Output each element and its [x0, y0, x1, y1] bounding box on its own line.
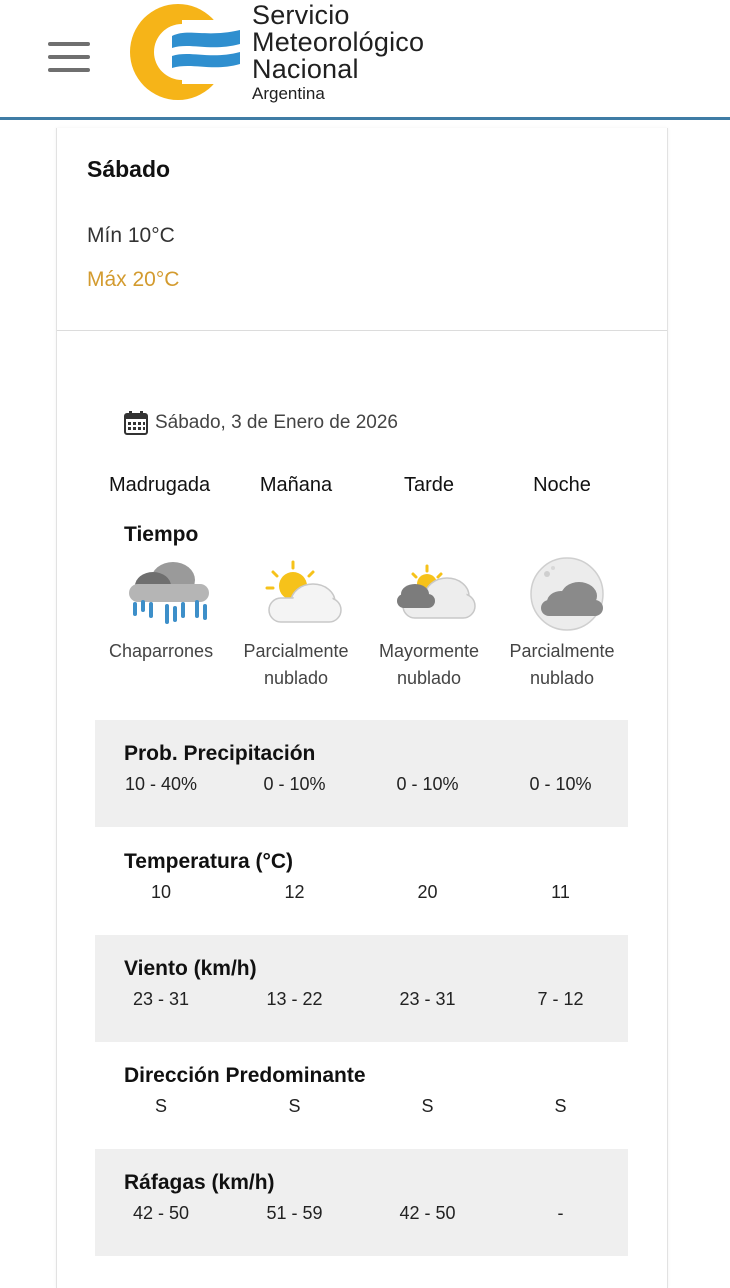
date-label: Sábado, 3 de Enero de 2026 [155, 412, 398, 433]
period-tarde: Tarde [403, 474, 455, 496]
row-value: S [154, 1096, 167, 1116]
site-header [0, 0, 730, 118]
temperature-row [95, 828, 628, 935]
condition-line1: Chaparrones [109, 641, 214, 661]
row-value: 11 [551, 882, 570, 902]
mostly-cloudy-day-icon [389, 556, 479, 636]
row-value: 0 - 10% [263, 774, 326, 794]
card-divider [57, 330, 667, 331]
row-value: 13 - 22 [266, 989, 323, 1009]
period-manana: Mañana [259, 474, 333, 496]
partly-cloudy-day-icon [255, 556, 345, 636]
condition-line1: Mayormente [378, 641, 480, 661]
max-temperature: Máx 20°C [87, 268, 180, 291]
row-label: Temperatura (°C) [124, 850, 294, 873]
logo-wordmark[interactable] [252, 2, 424, 104]
logo-line-2: Meteorológico [252, 27, 425, 57]
condition-noche [495, 638, 629, 692]
forecast-date [123, 410, 398, 436]
precipitation-row [95, 720, 628, 827]
row-value: 0 - 10% [396, 774, 459, 794]
condition-manana [229, 638, 363, 692]
row-value: S [554, 1096, 567, 1116]
day-title: Sábado [87, 156, 171, 182]
row-value: 20 [417, 882, 438, 902]
row-value: 12 [284, 882, 305, 902]
condition-line1: Parcialmente [243, 641, 349, 661]
rain-showers-icon [123, 556, 213, 636]
row-value: 42 - 50 [132, 1203, 190, 1223]
forecast-card [56, 128, 668, 1288]
smn-logo-icon[interactable] [126, 0, 246, 104]
header-divider [0, 117, 730, 120]
row-value: 10 - 40% [124, 774, 198, 794]
tiempo-label: Tiempo [124, 523, 199, 546]
gusts-row [95, 1149, 628, 1256]
logo-line-3: Nacional [252, 54, 359, 84]
row-label: Ráfagas (km/h) [124, 1171, 275, 1194]
period-noche: Noche [533, 474, 591, 496]
wind-direction-row [95, 1042, 628, 1149]
condition-line2: nublado [529, 668, 595, 688]
row-label: Dirección Predominante [124, 1064, 366, 1087]
logo-line-1: Servicio [252, 0, 350, 30]
condition-line2: nublado [396, 668, 462, 688]
row-value: 42 - 50 [399, 1203, 456, 1223]
condition-line1: Parcialmente [509, 641, 615, 661]
row-value: 23 - 31 [399, 989, 456, 1009]
row-value: 51 - 59 [266, 1203, 323, 1223]
condition-line2: nublado [263, 668, 329, 688]
row-value: - [557, 1203, 564, 1223]
calendar-icon [123, 410, 149, 436]
row-value: 0 - 10% [529, 774, 592, 794]
min-temperature: Mín 10°C [87, 224, 175, 247]
period-madrugada: Madrugada [109, 474, 211, 496]
logo-subtitle: Argentina [252, 84, 325, 103]
row-value: S [288, 1096, 301, 1116]
menu-icon[interactable] [48, 42, 90, 72]
row-value: 23 - 31 [132, 989, 190, 1009]
condition-tarde [362, 638, 496, 692]
row-value: 7 - 12 [537, 989, 584, 1009]
condition-madrugada [109, 638, 249, 665]
wind-row [95, 935, 628, 1042]
partly-cloudy-night-icon [523, 556, 613, 636]
row-label: Prob. Precipitación [124, 742, 316, 765]
row-value: 10 [150, 882, 172, 902]
row-value: S [421, 1096, 434, 1116]
row-label: Viento (km/h) [124, 957, 257, 980]
